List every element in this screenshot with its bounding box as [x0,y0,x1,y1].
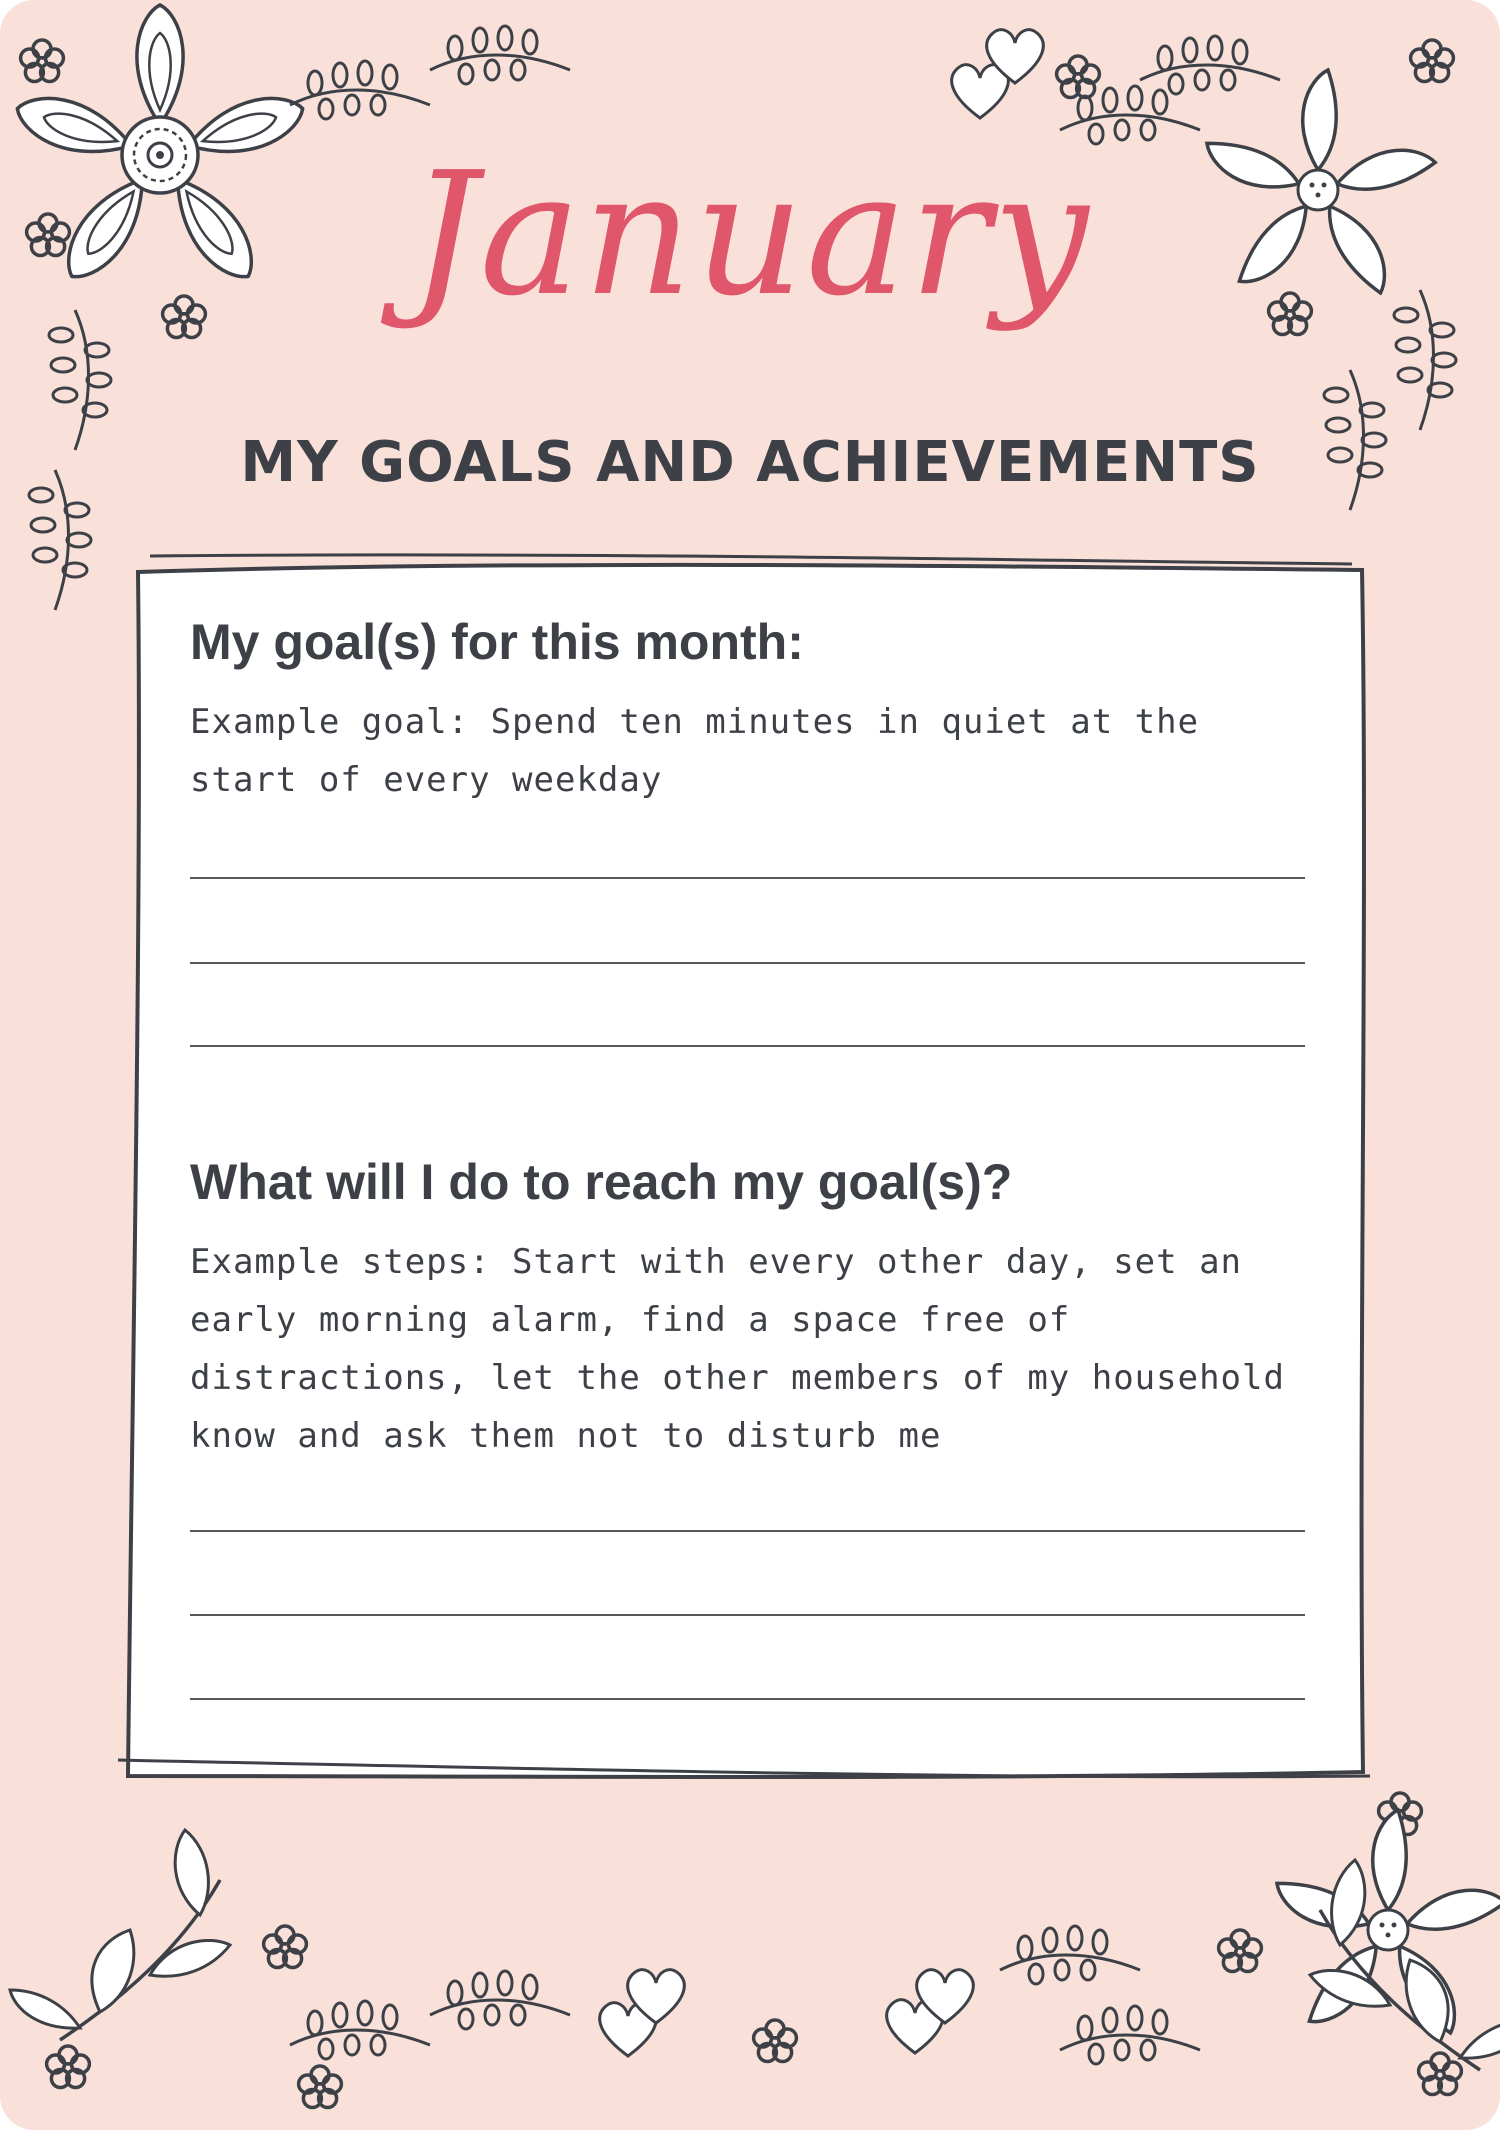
steps-write-line[interactable] [190,1530,1305,1532]
goals-example: Example goal: Spend ten minutes in quiet at the start of every weekday [190,702,1200,800]
steps-example: Example steps: Start with every other day, set an early morning alarm, find a space free of distractions, let the other members of my household know and ask them not to disturb me [190,1242,1285,1456]
steps-write-line[interactable] [190,1698,1305,1700]
steps-heading: What will I do to reach my goal(s)? [190,1154,1013,1210]
writing-box-top-stroke [150,555,1352,564]
goals-write-line[interactable] [190,1045,1305,1047]
goals-heading: My goal(s) for this month: [190,614,804,670]
month-title: January [409,136,1091,334]
section-title: MY GOALS AND ACHIEVEMENTS [240,430,1260,495]
goals-write-line[interactable] [190,962,1305,964]
goals-write-line[interactable] [190,877,1305,879]
steps-write-line[interactable] [190,1614,1305,1616]
